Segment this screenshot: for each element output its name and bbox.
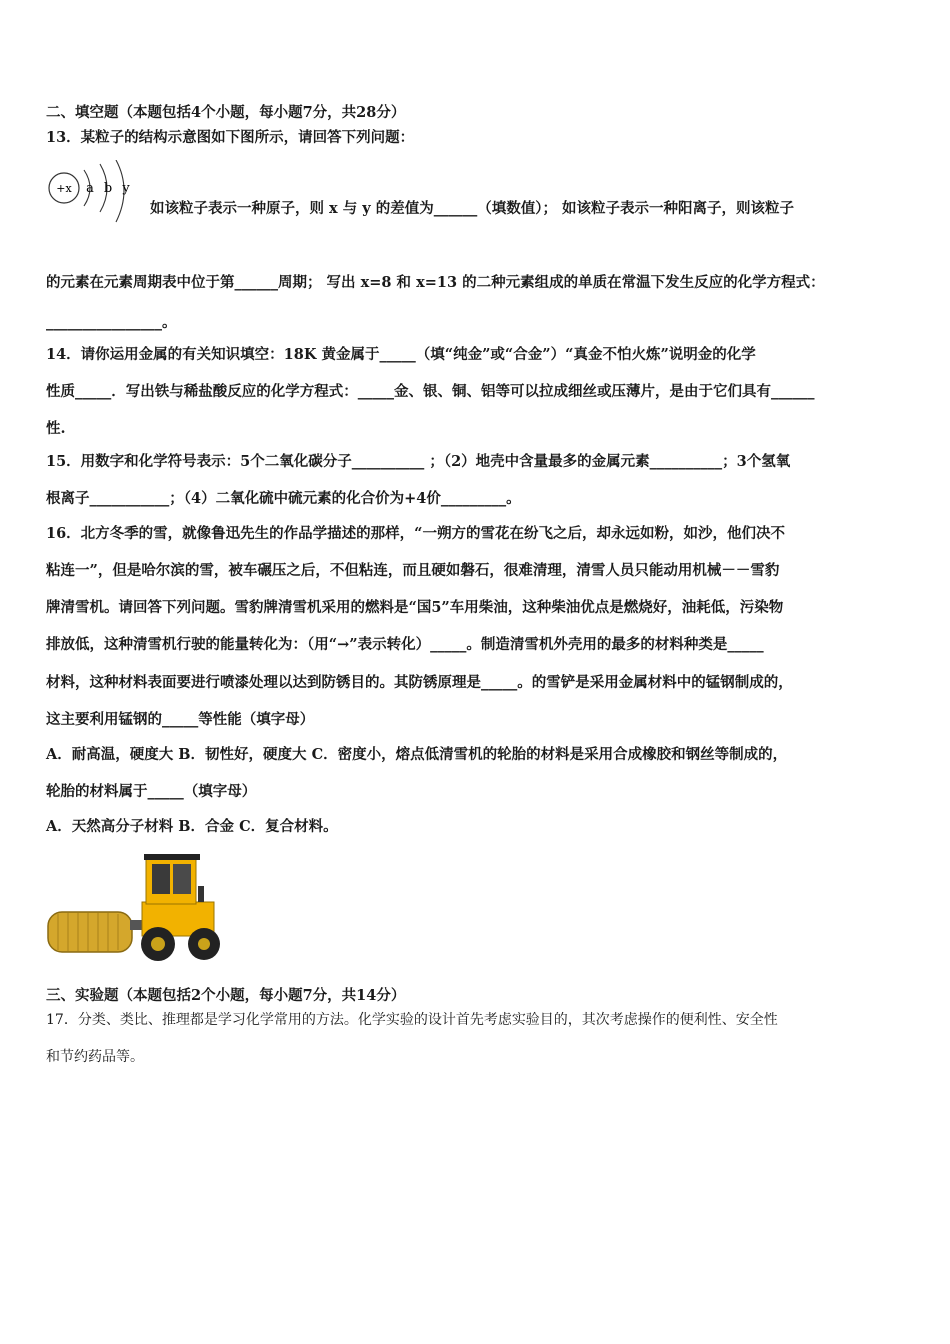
exhaust-pipe (198, 886, 204, 902)
cab-roof (144, 854, 200, 860)
question-15-line-2: 根离子___________；（4）二氧化硫中硫元素的化合价为+4价_________。 (46, 490, 521, 507)
question-13-intro: 13．某粒子的结构示意图如下图所示，请回答下列问题： (46, 129, 415, 146)
particle-structure-diagram (44, 160, 144, 230)
question-14-line-3: 性. (46, 420, 66, 437)
question-13-line-2: 的元素在元素周期表中位于第______周期； 写出 x=8 和 x=13 的二种元素组成的单质在常温下发生反应的化学方程式： (46, 274, 825, 291)
question-16-line-2: 粘连一”，但是哈尔滨的雪，被车碾压之后，不但粘连，而且硬如磐石，很难清理，清雪人员只能动用机械－－雪豹 (46, 562, 780, 579)
question-15-line-1: 15．用数字和化学符号表示：5个二氧化碳分子__________ ；（2）地壳中含量最多的金属元素__________；3个氢氧 (46, 453, 791, 470)
section-3-heading: 三、实验题（本题包括2个小题，每小题7分，共14分） (46, 987, 406, 1004)
question-16-line-1: 16．北方冬季的雪，就像鲁迅先生的作品学描述的那样，“一朔方的雪花在纷飞之后，却永远如粉，如沙，他们决不 (46, 525, 786, 542)
question-16-line-9: A．天然高分子材料 B．合金 C．复合材料。 (46, 818, 338, 835)
shell-3-label: y (122, 181, 130, 196)
rear-wheel-hub (198, 938, 210, 950)
cab-window-right (173, 864, 191, 894)
brush-roller (48, 912, 132, 952)
question-14-line-2: 性质_____．写出铁与稀盐酸反应的化学方程式：_____金、银、铜、铝等可以拉成细丝或压薄片，是由于它们具有______ (46, 383, 815, 400)
cab-window-left (152, 864, 170, 894)
front-wheel-hub (151, 937, 165, 951)
brush-mount (130, 920, 142, 930)
section-2-heading: 二、填空题（本题包括4个小题，每小题7分，共28分） (46, 104, 406, 121)
shell-1-label: a (86, 181, 94, 196)
question-16-line-8: 轮胎的材料属于_____（填字母） (46, 783, 257, 800)
question-16-line-6: 这主要利用锰钢的_____等性能（填字母） (46, 711, 315, 728)
question-16-line-7: A．耐高温，硬度大 B．韧性好，硬度大 C．密度小，熔点低清雪机的轮胎的材料是采用合成橡胶和钢丝等制成的， (46, 746, 788, 763)
question-16-line-3: 牌清雪机。请回答下列问题。雪豹牌清雪机采用的燃料是“国5”车用柴油，这种柴油优点是燃烧好，油耗低，污染物 (46, 599, 784, 616)
shell-2-label: b (103, 181, 113, 196)
nucleus-label: +x (56, 182, 72, 195)
question-16-line-5: 材料，这种材料表面要进行喷漆处理以达到防锈目的。其防锈原理是_____。的雪铲是采用金属材料中的锰钢制成的， (46, 674, 793, 691)
snow-plow-image (46, 850, 226, 968)
question-14-line-1: 14．请你运用金属的有关知识填空：18K 黄金属于_____（填“纯金”或“合金”）“真金不怕火炼”说明金的化学 (46, 346, 756, 363)
question-17-line-2: 和节约药品等。 (46, 1049, 144, 1065)
question-16-line-4: 排放低，这种清雪机行驶的能量转化为：（用“→”表示转化）_____。制造清雪机外壳用的最多的材料种类是_____ (46, 636, 764, 653)
question-13-line-1: 如该粒子表示一种原子，则 x 与 y 的差值为______（填数值）； 如该粒子表示一种阳离子，则该粒子 (150, 200, 795, 217)
question-13-line-3: ________________。 (46, 314, 177, 331)
question-17-line-1: 17．分类、类比、推理都是学习化学常用的方法。化学实验的设计首先考虑实验目的，其次考虑操作的便利性、安全性 (46, 1012, 778, 1028)
